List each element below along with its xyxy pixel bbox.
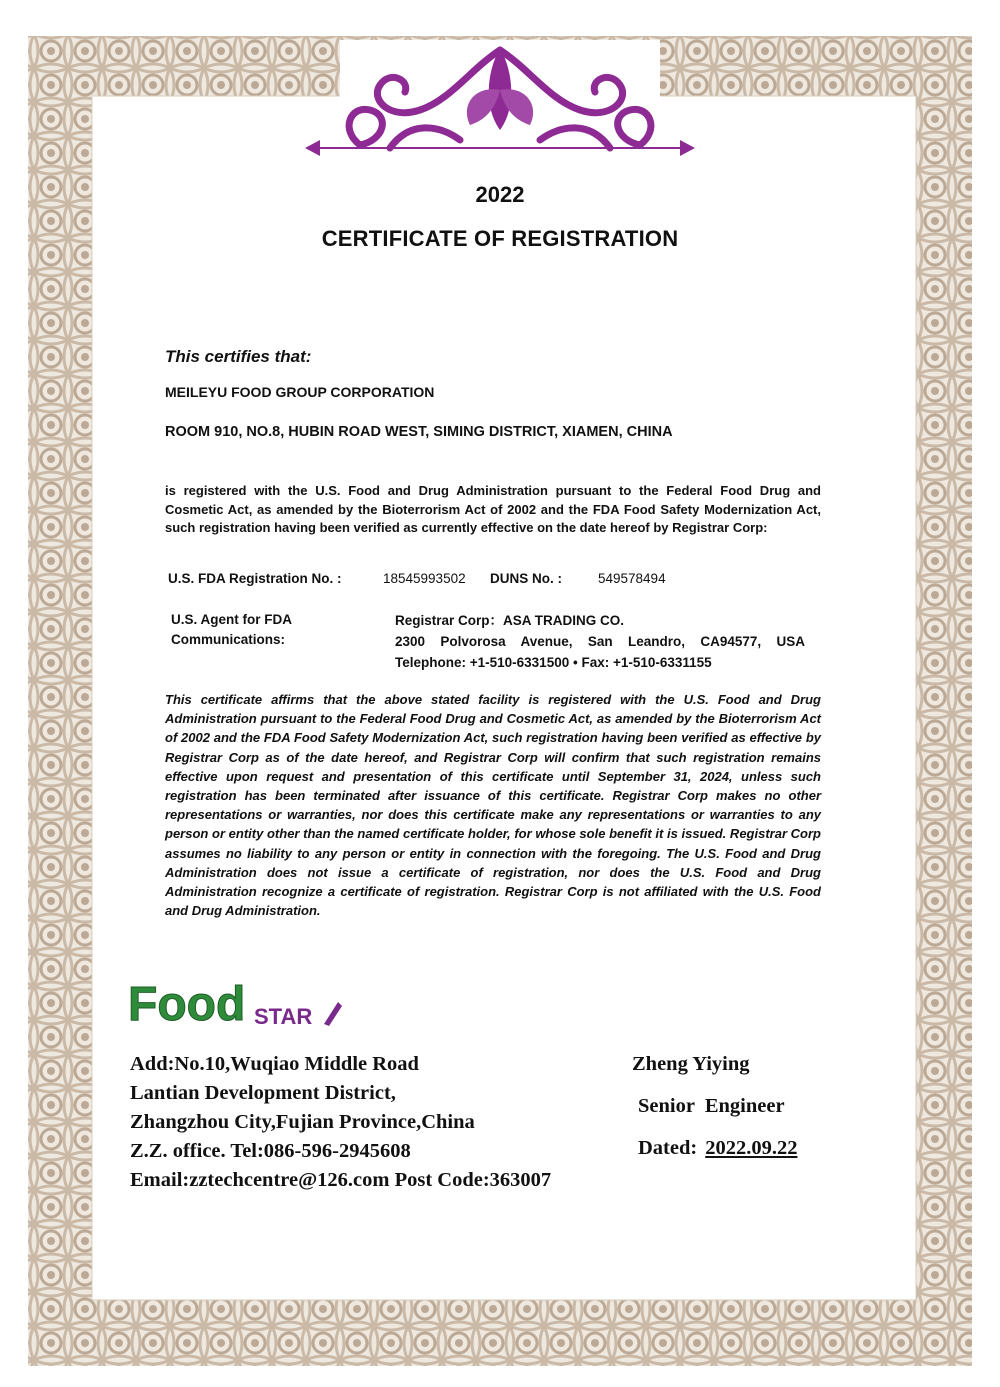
- issuer-address-line: Zhangzhou City,Fujian Province,China: [130, 1111, 475, 1133]
- us-agent-details: [395, 610, 805, 673]
- dated-line: [638, 1137, 797, 1160]
- logo-swoosh: [324, 1002, 342, 1026]
- us-agent-label: [171, 610, 292, 650]
- fda-registration-number: 18545993502: [383, 571, 466, 586]
- issuer-address-line: Lantian Development District,: [130, 1082, 396, 1104]
- certifies-label: This certifies that:: [165, 347, 312, 366]
- us-agent-label-line: Communications:: [171, 632, 286, 647]
- certificate-year: 2022: [475, 182, 525, 207]
- signatory-name: Zheng Yiying: [632, 1053, 750, 1075]
- fda-registration-label: U.S. FDA Registration No. :: [168, 571, 342, 586]
- company-address: ROOM 910, NO.8, HUBIN ROAD WEST, SIMING DISTRICT, XIAMEN, CHINA: [165, 424, 673, 440]
- issuer-address-line: Z.Z. office. Tel:086-596-2945608: [130, 1140, 411, 1162]
- affirmation-paragraph: This certificate affirms that the above stated facility is registered with the U.S. Food and Drug Administration pursuant to the Federal Food Drug and Cosmetic Act, as amended by the Bioterrorism Act of 2002 and the FDA Food Safety Modernization Act, such registration having been verified as effective by Registrar Corp as of the date hereof, and Registrar Corp will confirm that such registration remains effective upon request and presentation of this certificate until September 31, 2024, unless such registration has been terminated after issuance of this certificate. Registrar Corp makes no other representations or warranties, nor does this certificate make any representations or warranties to any person or entity other than the named certificate holder, for whose sole benefit it is issued. Registrar Corp assumes no liability to any person or entity in connection with the foregoing. The U.S. Food and Drug Administration does not issue a certificate of registration, nor does the U.S. Food and Drug Administration recognize a certificate of registration. Registrar Corp is not affiliated with the U.S. Food and Drug Administration.: [165, 692, 821, 919]
- duns-number: 549578494: [598, 571, 666, 586]
- issuer-address-block: [130, 1050, 551, 1195]
- agent-phone-fax: Telephone: +1-510-6331500 • Fax: +1-510-6331155: [395, 655, 712, 670]
- crown-ornament: [300, 30, 700, 165]
- registration-statement: is registered with the U.S. Food and Drug Administration pursuant to the Federal Food Drug and Cosmetic Act, as amended by the Bioterrorism Act of 2002 and the FDA Food Safety Modernization Act, such registration having been verified as currently effective on the date hereof by Registrar Corp:: [165, 483, 821, 535]
- signatory-title: Senior Engineer: [638, 1095, 785, 1117]
- issuer-address-line: Add:No.10,Wuqiao Middle Road: [130, 1053, 419, 1075]
- foodstar-logo: [126, 974, 356, 1034]
- dated-label: Dated:: [638, 1137, 698, 1159]
- dated-value: 2022.09.22: [705, 1137, 798, 1159]
- logo-word-star: STAR: [254, 1004, 313, 1029]
- logo-word-food: Food: [128, 978, 246, 1031]
- issuer-address-line: Email:zztechcentre@126.com Post Code:363007: [130, 1169, 552, 1191]
- agent-company: Registrar Corp：ASA TRADING CO.: [395, 613, 625, 628]
- us-agent-label-line: U.S. Agent for FDA: [171, 612, 292, 627]
- company-name: MEILEYU FOOD GROUP CORPORATION: [165, 384, 435, 400]
- duns-label: DUNS No. :: [490, 571, 562, 586]
- certificate-title: CERTIFICATE OF REGISTRATION: [321, 226, 679, 251]
- agent-address: 2300 Polvorosa Avenue, San Leandro, CA94577, USA: [395, 634, 805, 649]
